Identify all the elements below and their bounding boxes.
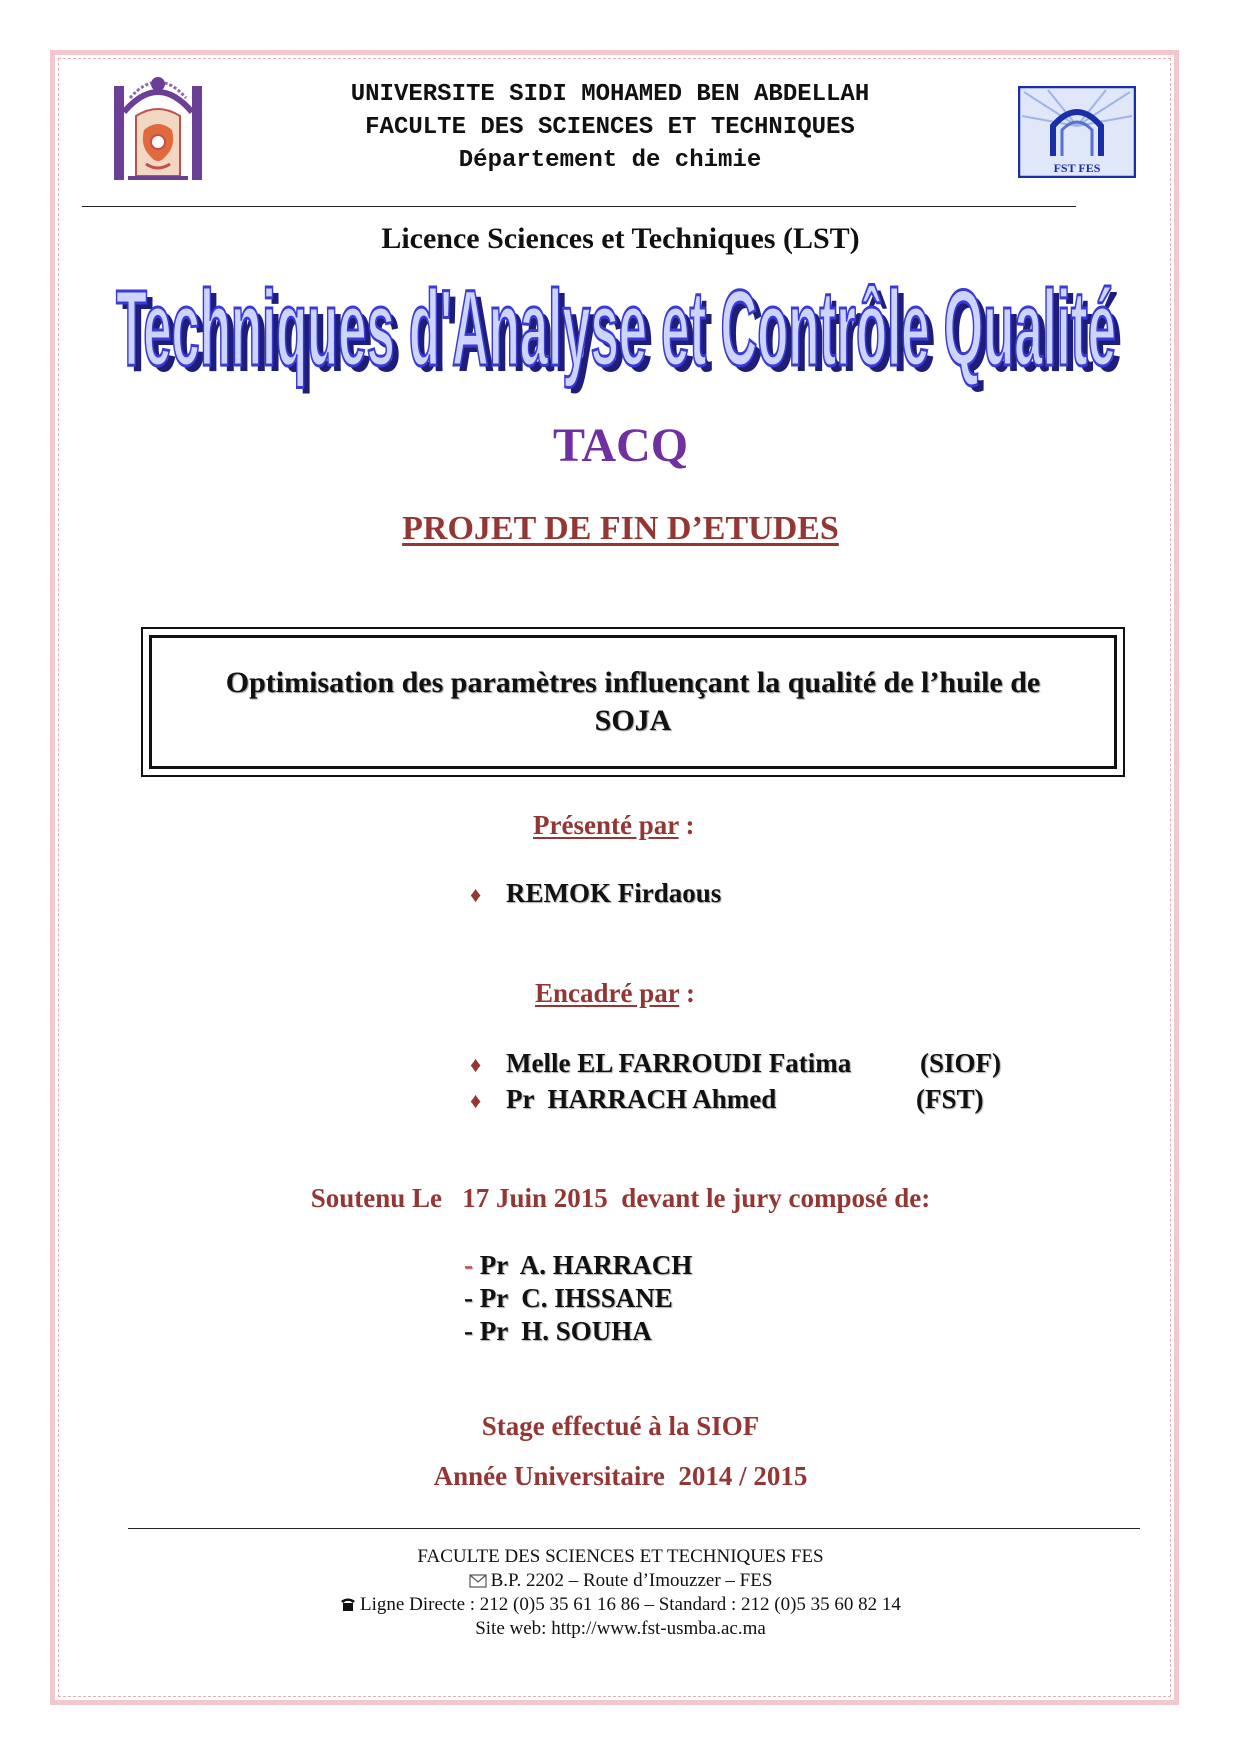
footer-address: B.P. 2202 – Route d’Imouzzer – FES [490,1570,773,1591]
svg-text:Techniques d'Analyse et Contrô: Techniques d'Analyse et Contrôle Qualité [116,267,1116,388]
project-type-heading: PROJET DE FIN D’ETUDES [402,510,839,547]
mailbox-icon [469,1574,487,1588]
institution-header [230,78,990,177]
internship-location: Stage effectué à la SIOF [481,1411,760,1441]
footer-divider [128,1528,1140,1529]
program-acronym: TACQ [552,419,689,472]
footer-website[interactable]: Site web: http://www.fst-usmba.ac.ma [475,1618,766,1639]
footer-address-line [0,1569,1241,1593]
jury-member [464,1283,673,1314]
student-item [470,878,721,909]
jury-member-text: - Pr H. SOUHA [464,1316,652,1346]
university-emblem-logo [110,72,206,184]
jury-member-text: - Pr C. IHSSANE [464,1283,673,1313]
supervised-by-text: Encadré par [535,978,680,1008]
project-title-line1: Optimisation des paramètres influençant la qualité de l’huile de [225,666,1041,699]
jury-member [464,1316,652,1347]
supervisor-affiliation: (SIOF) [920,1048,1001,1078]
project-title-line2: SOJA [594,704,672,737]
footer-phone-line [0,1593,1241,1617]
supervisor-name: Melle EL FARROUDI Fatima [506,1048,852,1078]
diamond-bullet-icon: ♦ [470,1052,482,1077]
presented-by-text: Présenté par [533,810,679,840]
defense-statement: Soutenu Le 17 Juin 2015 devant le jury composé de: [310,1183,931,1213]
svg-text:Techniques d'Analyse et Contrô: Techniques d'Analyse et Contrôle Qualité [122,273,1122,394]
licence-title: Licence Sciences et Techniques (LST) [381,222,860,255]
footer-phones: Ligne Directe : 212 (0)5 35 61 16 86 – Standard : 212 (0)5 35 60 82 14 [360,1594,901,1615]
presented-by-label [533,810,694,841]
academic-year: Année Universitaire 2014 / 2015 [433,1461,808,1491]
supervised-by-label [535,978,695,1009]
supervisor-name: Pr HARRACH Ahmed [506,1084,777,1114]
program-wordart-title [110,265,1130,405]
jury-dash: - [464,1250,473,1280]
supervisor-item [470,1084,776,1115]
diamond-bullet-icon: ♦ [470,1088,482,1113]
supervisor-affiliation: (FST) [916,1084,984,1114]
student-name: REMOK Firdaous [506,878,722,908]
telephone-icon [340,1596,356,1612]
supervised-by-colon: : [679,978,696,1008]
presented-by-colon: : [678,810,695,840]
footer-faculty: FACULTE DES SCIENCES ET TECHNIQUES FES [417,1546,824,1567]
jury-member [464,1250,692,1281]
fst-fes-logo [1018,86,1136,178]
header-divider [82,206,1076,207]
jury-member-text: - Pr A. HARRACH [464,1250,693,1280]
project-title [149,635,1117,769]
diamond-bullet-icon: ♦ [470,882,482,907]
svg-text:FST FES: FST FES [1053,161,1101,175]
project-title-box [141,627,1125,777]
university-name: UNIVERSITE SIDI MOHAMED BEN ABDELLAH [350,81,870,108]
supervisor-item [470,1048,851,1079]
department-name: Département de chimie [458,147,762,174]
faculty-name: FACULTE DES SCIENCES ET TECHNIQUES [365,114,855,141]
footer-contact [0,1545,1241,1641]
